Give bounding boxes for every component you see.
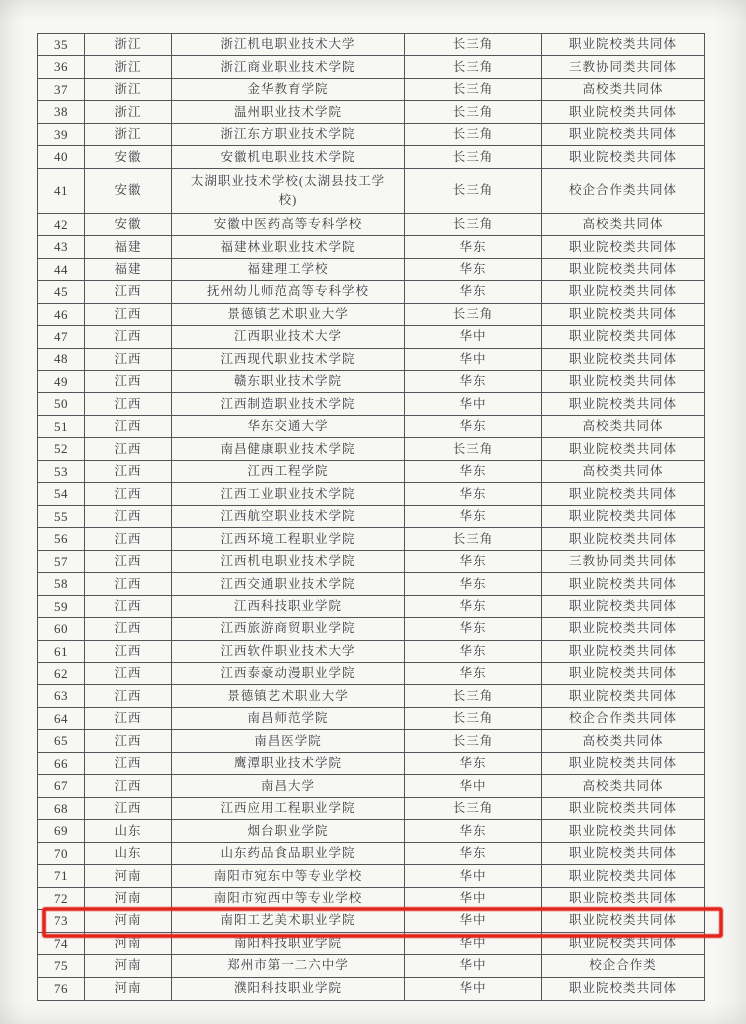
cell-no: 68: [38, 798, 85, 820]
cell-no: 57: [38, 551, 85, 573]
cell-school: 温州职业技术学院: [172, 101, 405, 123]
roster-table: [37, 33, 705, 1001]
cell-region: 华中: [405, 955, 542, 977]
cell-province: 浙江: [85, 101, 172, 123]
cell-category: 三教协同类共同体: [542, 56, 704, 78]
cell-province: 安徽: [85, 146, 172, 168]
cell-province: 浙江: [85, 34, 172, 56]
cell-region: 长三角: [405, 214, 542, 236]
cell-province: 河南: [85, 865, 172, 887]
cell-no: 48: [38, 349, 85, 371]
cell-region: 华东: [405, 461, 542, 483]
cell-school: 南阳市宛西中等专业学校: [172, 888, 405, 910]
cell-region: 华东: [405, 641, 542, 663]
cell-province: 江西: [85, 393, 172, 415]
cell-school: 福建理工学校: [172, 259, 405, 281]
cell-category: 职业院校类共同体: [542, 865, 704, 887]
cell-province: 江西: [85, 730, 172, 752]
cell-province: 江西: [85, 618, 172, 640]
cell-school: 安徽机电职业技术学院: [172, 146, 405, 168]
cell-category: 职业院校类共同体: [568, 981, 677, 996]
cell-school: 太湖职业技术学校(太湖县技工学校): [172, 169, 405, 214]
cell-school: 江西应用工程职业学院: [172, 798, 405, 820]
cell-category: 职业院校类共同体: [542, 146, 704, 168]
cell-category: 校企合作类共同体: [542, 169, 704, 214]
cell-region: 华东: [405, 820, 542, 842]
cell-province: 江西: [85, 573, 172, 595]
cell-category: 职业院校类共同体: [542, 596, 704, 618]
cell-category: 职业院校类共同体: [542, 685, 704, 707]
cell-no: 51: [38, 416, 85, 438]
cell-school: 江西职业技术大学: [172, 326, 405, 348]
cell-province: 江西: [85, 663, 172, 685]
cell-region: 长三角: [405, 730, 542, 752]
cell-school: 江西科技职业学院: [172, 596, 405, 618]
cell-no: 49: [38, 371, 85, 393]
cell-no: 75: [38, 955, 85, 977]
cell-region: 长三角: [405, 708, 542, 730]
cell-province: 河南: [85, 910, 172, 932]
cell-province: 江西: [85, 304, 172, 326]
cell-no: 76: [38, 978, 85, 1000]
cell-school: 江西交通职业技术学院: [172, 573, 405, 595]
cell-province: 河南: [85, 888, 172, 910]
cell-school: 江西机电职业技术学院: [172, 551, 405, 573]
cell-region: 长三角: [405, 798, 542, 820]
cell-province: 江西: [85, 326, 172, 348]
cell-province: 江西: [85, 483, 172, 505]
cell-province: 江西: [85, 416, 172, 438]
cell-category: 职业院校类共同体: [542, 618, 704, 640]
cell-no: 72: [38, 888, 85, 910]
cell-no: 38: [38, 101, 85, 123]
cell-category: 职业院校类共同体: [542, 326, 704, 348]
cell-category: 高校类共同体: [542, 79, 704, 101]
cell-province: 福建: [85, 259, 172, 281]
cell-region: 华东: [405, 483, 542, 505]
cell-province: 江西: [85, 281, 172, 303]
cell-no: 63: [38, 685, 85, 707]
cell-region: 华东: [405, 596, 542, 618]
cell-school: 江西旅游商贸职业学院: [172, 618, 405, 640]
cell-province: 山东: [85, 820, 172, 842]
cell-province: 河南: [85, 978, 172, 1000]
cell-category: 职业院校类共同体: [542, 393, 704, 415]
cell-category: 职业院校类共同体: [542, 236, 704, 258]
cell-region: 华东: [405, 618, 542, 640]
cell-school: 江西软件职业技术大学: [172, 641, 405, 663]
cell-region: 华中: [405, 349, 542, 371]
cell-region: 长三角: [405, 685, 542, 707]
cell-no: 53: [38, 461, 85, 483]
cell-no: 58: [38, 573, 85, 595]
cell-category: 职业院校类共同体: [542, 888, 704, 910]
cell-province: 浙江: [85, 79, 172, 101]
cell-region: 华东: [405, 551, 542, 573]
cell-school: 南昌大学: [172, 775, 405, 797]
cell-category: 职业院校类共同体: [542, 528, 704, 550]
cell-school: 江西工业职业技术学院: [172, 483, 405, 505]
cell-province: 浙江: [85, 124, 172, 146]
cell-region: 华中: [405, 888, 542, 910]
cell-province: 江西: [85, 685, 172, 707]
cell-category: 职业院校类共同体: [542, 304, 704, 326]
cell-category: 校企合作类: [542, 955, 704, 977]
cell-province: 江西: [85, 506, 172, 528]
cell-no: 50: [38, 393, 85, 415]
cell-region: 长三角: [405, 56, 542, 78]
cell-no: 54: [38, 483, 85, 505]
cell-category: 高校类共同体: [542, 461, 704, 483]
cell-category: 高校类共同体: [542, 416, 704, 438]
cell-province: 河南: [85, 933, 172, 955]
cell-category: 高校类共同体: [542, 730, 704, 752]
cell-province: 江西: [85, 438, 172, 460]
cell-region: 华中: [405, 393, 542, 415]
cell-no: 39: [38, 124, 85, 146]
cell-province: 江西: [85, 641, 172, 663]
cell-region: 华东: [405, 259, 542, 281]
cell-province: 安徽: [85, 169, 172, 214]
cell-school: 南阳工艺美术职业学院: [172, 910, 405, 932]
cell-category: 三教协同类共同体: [542, 551, 704, 573]
cell-category: 职业院校类共同体: [542, 349, 704, 371]
cell-category: 职业院校类共同体: [542, 820, 704, 842]
cell-no: 47: [38, 326, 85, 348]
cell-no: 55: [38, 506, 85, 528]
cell-school: 南昌医学院: [172, 730, 405, 752]
cell-category: 职业院校类共同体: [542, 843, 704, 865]
cell-school: 江西环境工程职业学院: [172, 528, 405, 550]
cell-category: 校企合作类共同体: [542, 708, 704, 730]
cell-school: 南阳科技职业学院: [172, 933, 405, 955]
cell-region: 华中: [405, 978, 542, 1000]
cell-no: 74: [38, 933, 85, 955]
cell-category: 职业院校类共同体: [542, 281, 704, 303]
cell-province: 江西: [85, 551, 172, 573]
cell-no: 37: [38, 79, 85, 101]
cell-school: 江西泰豪动漫职业学院: [172, 663, 405, 685]
cell-region: 长三角: [405, 169, 542, 214]
cell-no: 59: [38, 596, 85, 618]
cell-region: 华东: [405, 236, 542, 258]
cell-category: 职业院校类共同体: [542, 933, 704, 955]
cell-category: 职业院校类共同体: [542, 641, 704, 663]
cell-no: 71: [38, 865, 85, 887]
cell-region: 长三角: [405, 79, 542, 101]
cell-school: 濮阳科技职业学院: [172, 978, 405, 1000]
cell-province: 江西: [85, 528, 172, 550]
cell-no: 66: [38, 753, 85, 775]
cell-school: 浙江机电职业技术大学: [172, 34, 405, 56]
cell-region: 华东: [405, 573, 542, 595]
cell-category: 职业院校类共同体: [542, 506, 704, 528]
cell-region: 华东: [405, 371, 542, 393]
cell-school: 华东交通大学: [172, 416, 405, 438]
cell-school: 景德镇艺术职业大学: [172, 304, 405, 326]
cell-region: 长三角: [405, 528, 542, 550]
cell-no: 36: [38, 56, 85, 78]
cell-region: 华中: [405, 933, 542, 955]
cell-region: 华东: [405, 281, 542, 303]
cell-school: 南昌健康职业技术学院: [172, 438, 405, 460]
cell-category: 职业院校类共同体: [542, 910, 704, 932]
cell-no: 35: [38, 34, 85, 56]
cell-province: 江西: [85, 708, 172, 730]
cell-no: 62: [38, 663, 85, 685]
cell-province: 江西: [85, 753, 172, 775]
cell-school: 安徽中医药高等专科学校: [172, 214, 405, 236]
cell-category: 高校类共同体: [542, 214, 704, 236]
cell-region: 华东: [405, 843, 542, 865]
cell-no: 43: [38, 236, 85, 258]
cell-school: 郑州市第一二六中学: [172, 955, 405, 977]
cell-region: 华东: [405, 663, 542, 685]
cell-region: 华中: [405, 910, 542, 932]
cell-no: 70: [38, 843, 85, 865]
cell-no: 44: [38, 259, 85, 281]
cell-school: 浙江东方职业技术学院: [172, 124, 405, 146]
cell-no: 41: [38, 169, 85, 214]
cell-province: 山东: [85, 843, 172, 865]
cell-no: 46: [38, 304, 85, 326]
cell-school: 南阳市宛东中等专业学校: [172, 865, 405, 887]
cell-province: 江西: [85, 371, 172, 393]
cell-category: 高校类共同体: [542, 775, 704, 797]
cell-category: 职业院校类共同体: [542, 34, 704, 56]
cell-no: 67: [38, 775, 85, 797]
cell-category: 职业院校类共同体: [542, 371, 704, 393]
cell-category: 职业院校类共同体: [542, 259, 704, 281]
cell-region: 长三角: [405, 146, 542, 168]
cell-category: 职业院校类共同体: [542, 124, 704, 146]
cell-category: 职业院校类共同体: [542, 573, 704, 595]
cell-no: 52: [38, 438, 85, 460]
cell-school: 金华教育学院: [172, 79, 405, 101]
cell-school: 福建林业职业技术学院: [172, 236, 405, 258]
cell-school: 江西现代职业技术学院: [172, 349, 405, 371]
cell-region: 长三角: [405, 101, 542, 123]
cell-province: 江西: [85, 349, 172, 371]
cell-no: 42: [38, 214, 85, 236]
cell-school: 山东药品食品职业学院: [172, 843, 405, 865]
cell-province: 安徽: [85, 214, 172, 236]
cell-region: 华东: [405, 416, 542, 438]
cell-province: 福建: [85, 236, 172, 258]
cell-no: 61: [38, 641, 85, 663]
cell-no: 60: [38, 618, 85, 640]
cell-no: 56: [38, 528, 85, 550]
cell-school: 江西制造职业技术学院: [172, 393, 405, 415]
cell-category: 职业院校类共同体: [542, 438, 704, 460]
cell-region: 华中: [405, 326, 542, 348]
cell-region: 长三角: [405, 34, 542, 56]
cell-region: 华中: [405, 865, 542, 887]
cell-region: 华东: [405, 753, 542, 775]
cell-school: 南昌师范学院: [172, 708, 405, 730]
cell-province: 江西: [85, 775, 172, 797]
cell-no: 73: [38, 910, 85, 932]
cell-category: 职业院校类共同体: [542, 101, 704, 123]
cell-school: 鹰潭职业技术学院: [172, 753, 405, 775]
cell-school: 江西航空职业技术学院: [172, 506, 405, 528]
cell-region: 长三角: [405, 304, 542, 326]
cell-province: 浙江: [85, 56, 172, 78]
cell-no: 65: [38, 730, 85, 752]
cell-school: 赣东职业技术学院: [172, 371, 405, 393]
cell-province: 江西: [85, 798, 172, 820]
cell-category: 职业院校类共同体: [542, 483, 704, 505]
cell-region: 华中: [405, 775, 542, 797]
cell-category: 职业院校类共同体: [542, 663, 704, 685]
cell-region: 华东: [405, 506, 542, 528]
cell-school: 江西工程学院: [172, 461, 405, 483]
cell-school: 烟台职业学院: [172, 820, 405, 842]
cell-region: 长三角: [405, 124, 542, 146]
cell-region: 长三角: [405, 438, 542, 460]
cell-school: 抚州幼儿师范高等专科学校: [172, 281, 405, 303]
cell-school: 景德镇艺术职业大学: [172, 685, 405, 707]
cell-no: 69: [38, 820, 85, 842]
cell-category: 职业院校类共同体: [542, 753, 704, 775]
cell-province: 河南: [85, 955, 172, 977]
cell-province: 江西: [85, 596, 172, 618]
cell-school: 浙江商业职业技术学院: [172, 56, 405, 78]
cell-no: 45: [38, 281, 85, 303]
cell-category: 职业院校类共同体: [542, 798, 704, 820]
cell-no: 64: [38, 708, 85, 730]
cell-no: 40: [38, 146, 85, 168]
cell-province: 江西: [85, 461, 172, 483]
